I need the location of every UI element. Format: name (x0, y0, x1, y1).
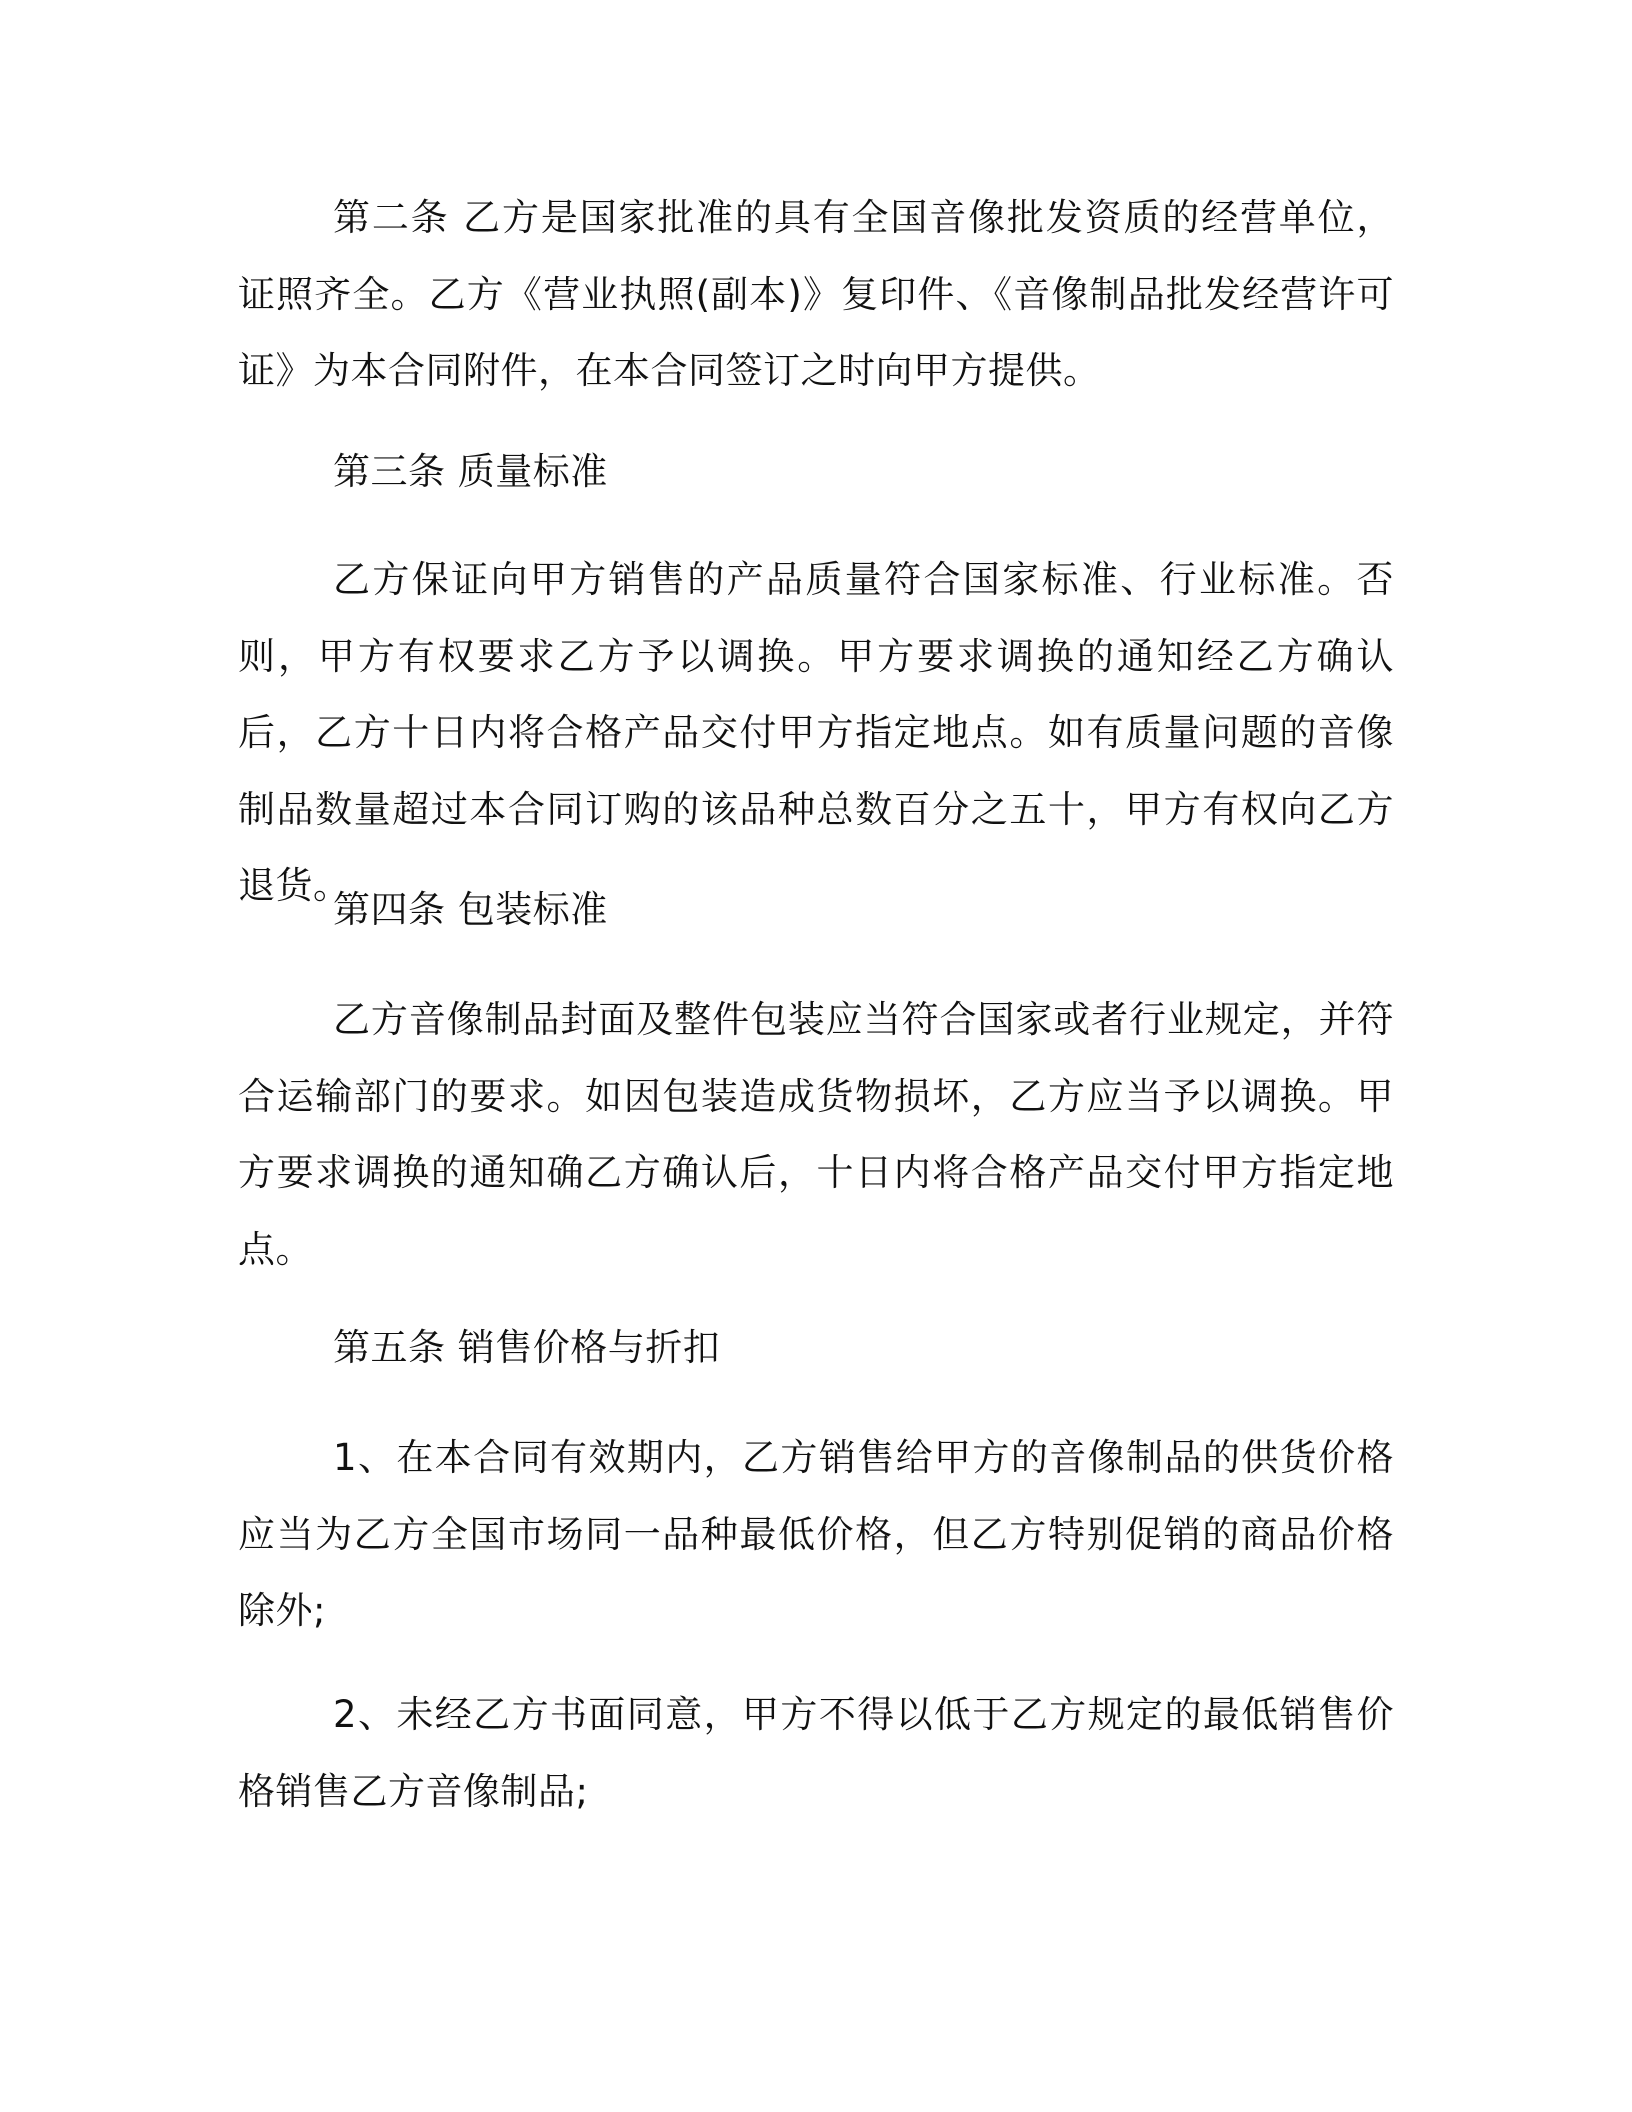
article-4-paragraph: 乙方音像制品封面及整件包装应当符合国家或者行业规定，并符合运输部门的要求。如因包装造成货物损坏，乙方应当予以调换。甲方要求调换的通知确乙方确认后，十日内将合格产品交付甲方指定地点。 (238, 998, 1394, 1271)
article-5-item-2: 2、未经乙方书面同意，甲方不得以低于乙方规定的最低销售价格销售乙方音像制品; (238, 1693, 1394, 1813)
article-4-heading: 第四条 包装标准 (333, 888, 608, 931)
article-5-heading: 第五条 销售价格与折扣 (333, 1326, 721, 1369)
article-5-item-1: 1、在本合同有效期内，乙方销售给甲方的音像制品的供货价格应当为乙方全国市场同一品种最低价格，但乙方特别促销的商品价格除外; (238, 1436, 1394, 1632)
article-2-paragraph: 第二条 乙方是国家批准的具有全国音像批发资质的经营单位，证照齐全。乙方《营业执照(副本)》复印件、《音像制品批发经营许可证》为本合同附件，在本合同签订之时向甲方提供。 (238, 196, 1394, 392)
article-3-paragraph: 乙方保证向甲方销售的产品质量符合国家标准、行业标准。否则，甲方有权要求乙方予以调换。甲方要求调换的通知经乙方确认后，乙方十日内将合格产品交付甲方指定地点。如有质量问题的音像制品数量超过本合同订购的该品种总数百分之五十，甲方有权向乙方退货。 (238, 558, 1394, 907)
article-3-heading: 第三条 质量标准 (333, 450, 608, 493)
